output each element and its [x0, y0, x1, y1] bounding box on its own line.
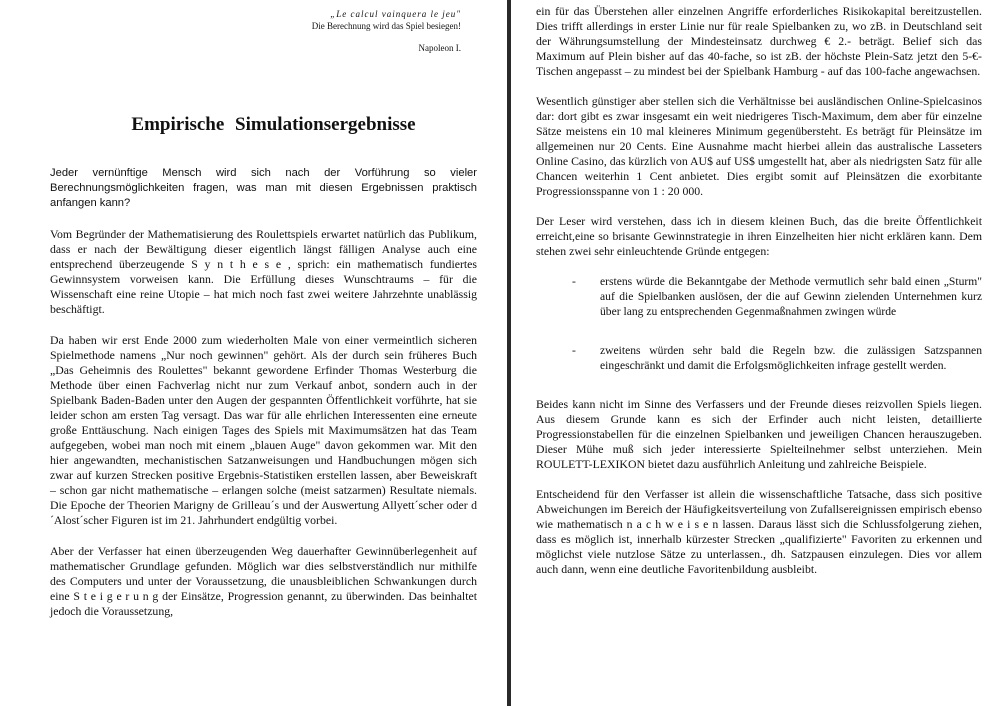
- page-title: Empirische Simulationsergebnisse: [131, 114, 416, 135]
- paragraph-westerburg: Da haben wir erst Ende 2000 zum wiederholten Male von einer vermeintlich sicheren Spielmethode namens „Nur noch gewinnen" gehört. Als der durch sein früheres Buch „Das Geheimnis des Roulettes" bekannt gewordene Erfinder Thomas Westerburg die Methode über einen Fachverlag nicht nur zum Verkauf anbot, sondern auch in der Spielbank Baden-Baden unter den Augen der gespannten Öffentlichkeit vorführte, hat sie leider schon am ersten Tag versagt. Das war für alle ehrlichen Interessenten eine erneute große Enttäuschung. Nach einigen Tages des Spiels mit Maximumsätzen hat das Team aufgegeben, wobei man noch mit einem „blauen Auge" davon gekommen war. Mit den hier angewandten, mechanistischen Satzanweisungen und Handbuchungen mögen sich zwar auf kurzen Strecken positive Ergebnis-Statistiken erstellen lassen, aber Beweiskraft – schon gar nicht mathematische – erlangen solche (meist satzarmen) Resultate niemals. Die Epoche der Theorien Marigny de Grilleau´s und der Auswertung Allyett´scher oder d´Alost´scher Figuren ist im 21. Jahrhundert endgültig vorbei.: [50, 333, 477, 527]
- paragraph-risikokapital: ein für das Überstehen aller einzelnen Angriffe erforderliches Risikokapital bereitzustellen. Dies trifft allerdings in erster Linie nur für reale Spielbanken zu, wo zB. in Deutschland seit der Währungsumstellung der Mindesteinsatz durchweg € 2.- beträgt. Belief sich das Maximum auf Plein bisher auf das 40-fache, so ist zB. der höchste Plein-Satz jetzt den 5-€-Tischen angepasst – zu mindest bei der Spielbank Hamburg - auf das 100-fache angewachsen.: [536, 4, 982, 78]
- paragraph-entscheidend: Entscheidend für den Verfasser ist allein die wissenschaftliche Tatsache, dass sich positive Abweichungen im Bereich der Häufigkeitsverteilung von Zufallsereignissen empirisch ebenso wie mathematisch n a c h w e i s e n lassen. Daraus lässt sich die Schlussfolgerung ziehen, dass es möglich ist, innerhalb kürzester Strecken „qualifizierte" Favoriten zu erkennen und möglichst viele nutzlose Sätze zu unterlassen., dh. Satzpausen einzulegen. Dies vor allem auch dann, wenn eine deutliche Favoritenbildung ausbleibt.: [536, 487, 982, 576]
- motto-german: Die Berechnung wird das Spiel besiegen!: [311, 21, 461, 31]
- motto-french: „Le calcul vainquera le jeu": [330, 9, 461, 19]
- paragraph-intro: Jeder vernünftige Mensch wird sich nach der Vorführung so vieler Berechnungsmöglichkeiten fragen, was man mit diesen Ergebnissen praktisch anfangen kann?: [50, 167, 477, 209]
- paragraph-leser: Der Leser wird verstehen, dass ich in diesem kleinen Buch, das die breite Öffentlichkeit erreicht,eine so brisante Gewinnstrategie in ihren Einzelheiten hier nicht erklären kann. Dem stehen zwei sehr einleuchtende Gründe entgegen:: [536, 214, 982, 258]
- list-item: [536, 274, 982, 319]
- bullet-dash: -: [572, 275, 576, 288]
- bullet-dash: -: [572, 344, 576, 357]
- list-item-text: erstens würde die Bekanntgabe der Methode vermutlich sehr bald einen „Sturm" auf die Spielbanken auslösen, der die auf Gewinn zielenden Unternehmen kurz über lang zu entsprechenden Gegenmaßnahmen zwingen würde: [600, 275, 982, 318]
- paragraph-online-casinos: Wesentlich günstiger aber stellen sich die Verhältnisse bei ausländischen Online-Spielcasinos dar: dort gibt es zwar insgesamt ein weit niedrigeres Tisch-Maximum, dem aber für einzelne Sätze meistens ein 10 mal kleineres Minimum gegenübersteht. Es beträgt für Pleinsätze im allgemeinen nur 20 Cents. Eine Ausnahme macht hierbei allein das australische Lasseters Online Casino, das kürzlich von AU$ auf US$ umgestellt hat, aber als niedrigsten Satz für alle Chancen weiterhin 1 Cent anbietet. Dies ergibt somit auf Pleinsätzen die exorbitante Progressionsspanne von 1 : 20 000.: [536, 94, 982, 198]
- right-page: [512, 0, 1000, 706]
- list-item: [536, 343, 982, 373]
- paragraph-verfasser: Aber der Verfasser hat einen überzeugenden Weg dauerhafter Gewinnüberlegenheit auf mathematischer Grundlage gefunden. Möglich war dies selbstverständlich nur mithilfe des Computers und unter der Voraussetzung, die unausbleiblichen Schwankungen durch eine S t e i g e r u n g der Einsätze, Progression genannt, zu überwinden. Das beinhaltet jedoch die Voraussetzung,: [50, 544, 477, 618]
- reasons-list: [536, 274, 982, 373]
- paragraph-beides: Beides kann nicht im Sinne des Verfassers und der Freunde dieses reizvollen Spiels liegen. Aus diesem Grunde kann es sich der Erfinder auch nicht leisten, detaillierte Progressionstabellen für die einzelnen Spielbanken und jeweiligen Chancen herauszugeben. Dieser Mühe muß sich jeder interessierte Spielteilnehmer selbst unterziehen. Mein ROULETT-LEXIKON bietet dazu ausführlich Anleitung und zahlreiche Beispiele.: [536, 397, 982, 471]
- paragraph-synthese: Vom Begründer der Mathematisierung des Roulettspiels erwartet natürlich das Publikum, dass er nach der Bewältigung dieser eigentlich längst fälligen Analyse auch eine entsprechend überzeugende S y n t h e s e , sprich: ein mathematisch fundiertes Gewinnsystem vorweisen kann. Die Erfüllung dieses Wunschtraums – für die Wissenschaft eine reine Utopie – hat mich noch fast zwei weitere Jahrzehnte unablässig beschäftigt.: [50, 227, 477, 316]
- motto-author: Napoleon I.: [418, 43, 461, 53]
- book-spine: [507, 0, 511, 706]
- motto: [50, 8, 477, 54]
- list-item-text: zweitens würden sehr bald die Regeln bzw. die zulässigen Satzspannen eingeschränkt und damit die Erfolgsmöglichkeiten infrage gestellt werden.: [600, 344, 982, 372]
